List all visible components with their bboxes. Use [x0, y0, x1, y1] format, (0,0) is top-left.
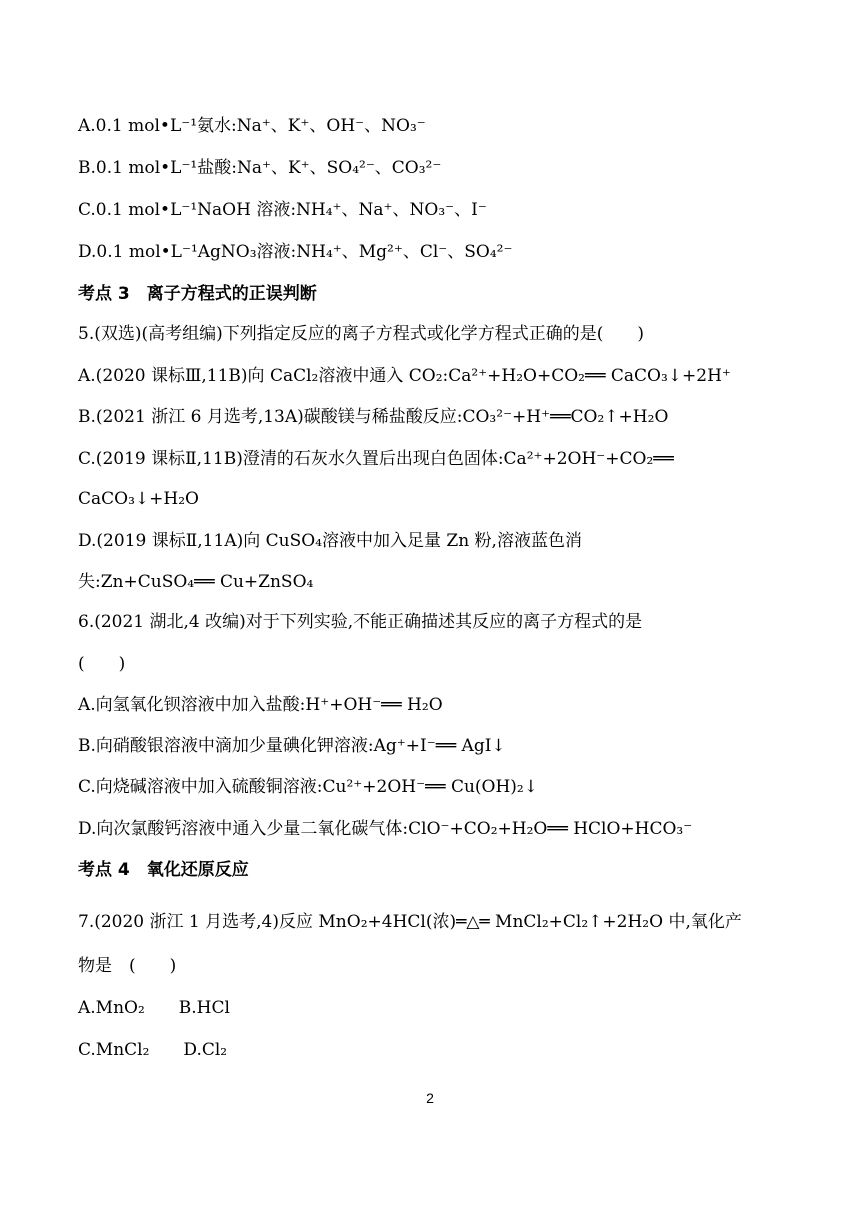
section-heading-3: 考点 3 离子方程式的正误判断 — [78, 284, 317, 304]
options-7ab: A.MnO₂ B.HCl — [78, 998, 230, 1018]
option-5d-line1: D.(2019 课标Ⅱ,11A)向 CuSO₄溶液中加入足量 Zn 粉,溶液蓝色消 — [78, 531, 582, 551]
option-4b: B.0.1 mol•L⁻¹盐酸:Na⁺、K⁺、SO₄²⁻、CO₃²⁻ — [78, 158, 442, 178]
option-5c-line1: C.(2019 课标Ⅱ,11B)澄清的石灰水久置后出现白色固体:Ca²⁺+2OH⁻+CO₂══ — [78, 449, 674, 469]
question-7-stem: 7.(2020 浙江 1 月选考,4)反应 MnO₂+4HCl(浓)═△═ MnCl₂+Cl₂↑+2H₂O 中,氧化产 — [78, 912, 742, 932]
option-4c: C.0.1 mol•L⁻¹NaOH 溶液:NH₄⁺、Na⁺、NO₃⁻、I⁻ — [78, 200, 487, 220]
question-5-stem: 5.(双选)(高考组编)下列指定反应的离子方程式或化学方程式正确的是( ) — [78, 324, 645, 344]
option-6b: B.向硝酸银溶液中滴加少量碘化钾溶液:Ag⁺+I⁻══ AgI↓ — [78, 736, 506, 756]
question-7-stem-cont: 物是 ( ) — [78, 956, 177, 976]
question-6-answer-blank: ( ) — [78, 654, 126, 674]
option-5d-line2: 失:Zn+CuSO₄══ Cu+ZnSO₄ — [78, 572, 314, 592]
option-5a: A.(2020 课标Ⅲ,11B)向 CaCl₂溶液中通入 CO₂:Ca²⁺+H₂O+CO₂══ CaCO₃↓+2H⁺ — [78, 366, 731, 386]
option-6a: A.向氢氧化钡溶液中加入盐酸:H⁺+OH⁻══ H₂O — [78, 695, 443, 715]
question-6-stem: 6.(2021 湖北,4 改编)对于下列实验,不能正确描述其反应的离子方程式的是 — [78, 612, 643, 632]
page-number: 2 — [426, 1090, 434, 1106]
option-6d: D.向次氯酸钙溶液中通入少量二氧化碳气体:ClO⁻+CO₂+H₂O══ HClO+HCO₃⁻ — [78, 819, 693, 839]
option-5b: B.(2021 浙江 6 月选考,13A)碳酸镁与稀盐酸反应:CO₃²⁻+H⁺══CO₂↑+H₂O — [78, 407, 669, 427]
option-6c: C.向烧碱溶液中加入硫酸铜溶液:Cu²⁺+2OH⁻══ Cu(OH)₂↓ — [78, 777, 538, 797]
option-5c-line2: CaCO₃↓+H₂O — [78, 489, 199, 509]
section-heading-4: 考点 4 氧化还原反应 — [78, 860, 249, 880]
option-4d: D.0.1 mol•L⁻¹AgNO₃溶液:NH₄⁺、Mg²⁺、Cl⁻、SO₄²⁻ — [78, 242, 513, 262]
option-4a: A.0.1 mol•L⁻¹氨水:Na⁺、K⁺、OH⁻、NO₃⁻ — [78, 116, 426, 136]
options-7cd: C.MnCl₂ D.Cl₂ — [78, 1040, 228, 1060]
